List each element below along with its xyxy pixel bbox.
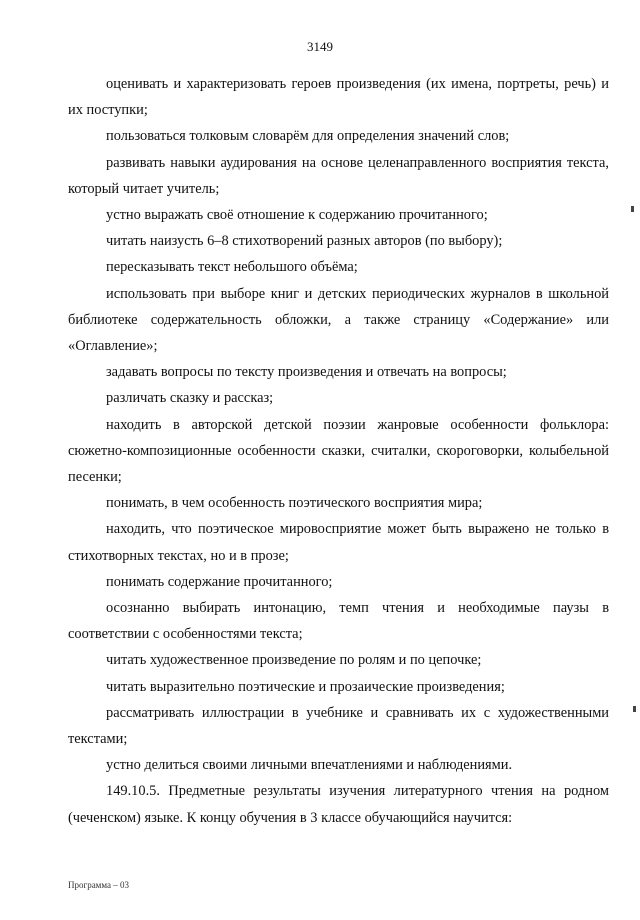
paragraph-11: понимать, в чем особенность поэтического восприятия мира; [106,495,483,512]
section-paragraph: 149.10.5. Предметные результаты изучения литературного чтения на родном (чеченском) языке. К концу обучения в 3 классе обучающийся научится: [68,783,609,826]
paragraph-8: задавать вопросы по тексту произведения и отвечать на вопросы; [106,364,507,381]
paragraph-17: рассматривать иллюстрации в учебнике и сравнивать их с художественными текстами; [68,704,609,748]
paragraph-4: устно выражать своё отношение к содержанию прочитанного; [106,207,488,224]
body-text [68,71,609,831]
paragraph-12: находить, что поэтическое мировосприятие может быть выражено не только в стихотворных текстах, но и в прозе; [68,521,609,564]
paragraph-3: развивать навыки аудирования на основе целенаправленного восприятия текста, который читает учитель; [68,154,609,197]
paragraph-9: различать сказку и рассказ; [106,390,274,407]
paragraph-15: читать художественное произведение по ролям и по цепочке; [106,652,482,669]
scan-mark [631,206,634,212]
paragraph-13: понимать содержание прочитанного; [106,573,333,590]
paragraph-1: оценивать и характеризовать героев произведения (их имена, портреты, речь) и их поступки; [68,76,609,119]
paragraph-10: находить в авторской детской поэзии жанровые особенности фольклора: сюжетно-композиционные особенности сказки, считалки, скороговорки, колыбельной песенки; [68,416,609,486]
scan-mark [633,706,636,712]
paragraph-16: читать выразительно поэтические и прозаические произведения; [106,678,505,695]
paragraph-5: читать наизусть 6–8 стихотворений разных авторов (по выбору); [106,233,503,250]
footer-label: Программа – 03 [68,880,130,890]
paragraph-14: осознанно выбирать интонацию, темп чтения и необходимые паузы в соответствии с особенностями текста; [68,600,609,643]
page-number: 3149 [307,39,333,54]
paragraph-6: пересказывать текст небольшого объёма; [106,259,358,276]
paragraph-2: пользоваться толковым словарём для определения значений слов; [106,128,510,145]
paragraph-7: использовать при выборе книг и детских периодических журналов в школьной библиотеке содержательность обложки, а также страницу «Содержание» или «Оглавление»; [68,285,609,355]
paragraph-18: устно делиться своими личными впечатлениями и наблюдениями. [106,757,513,774]
